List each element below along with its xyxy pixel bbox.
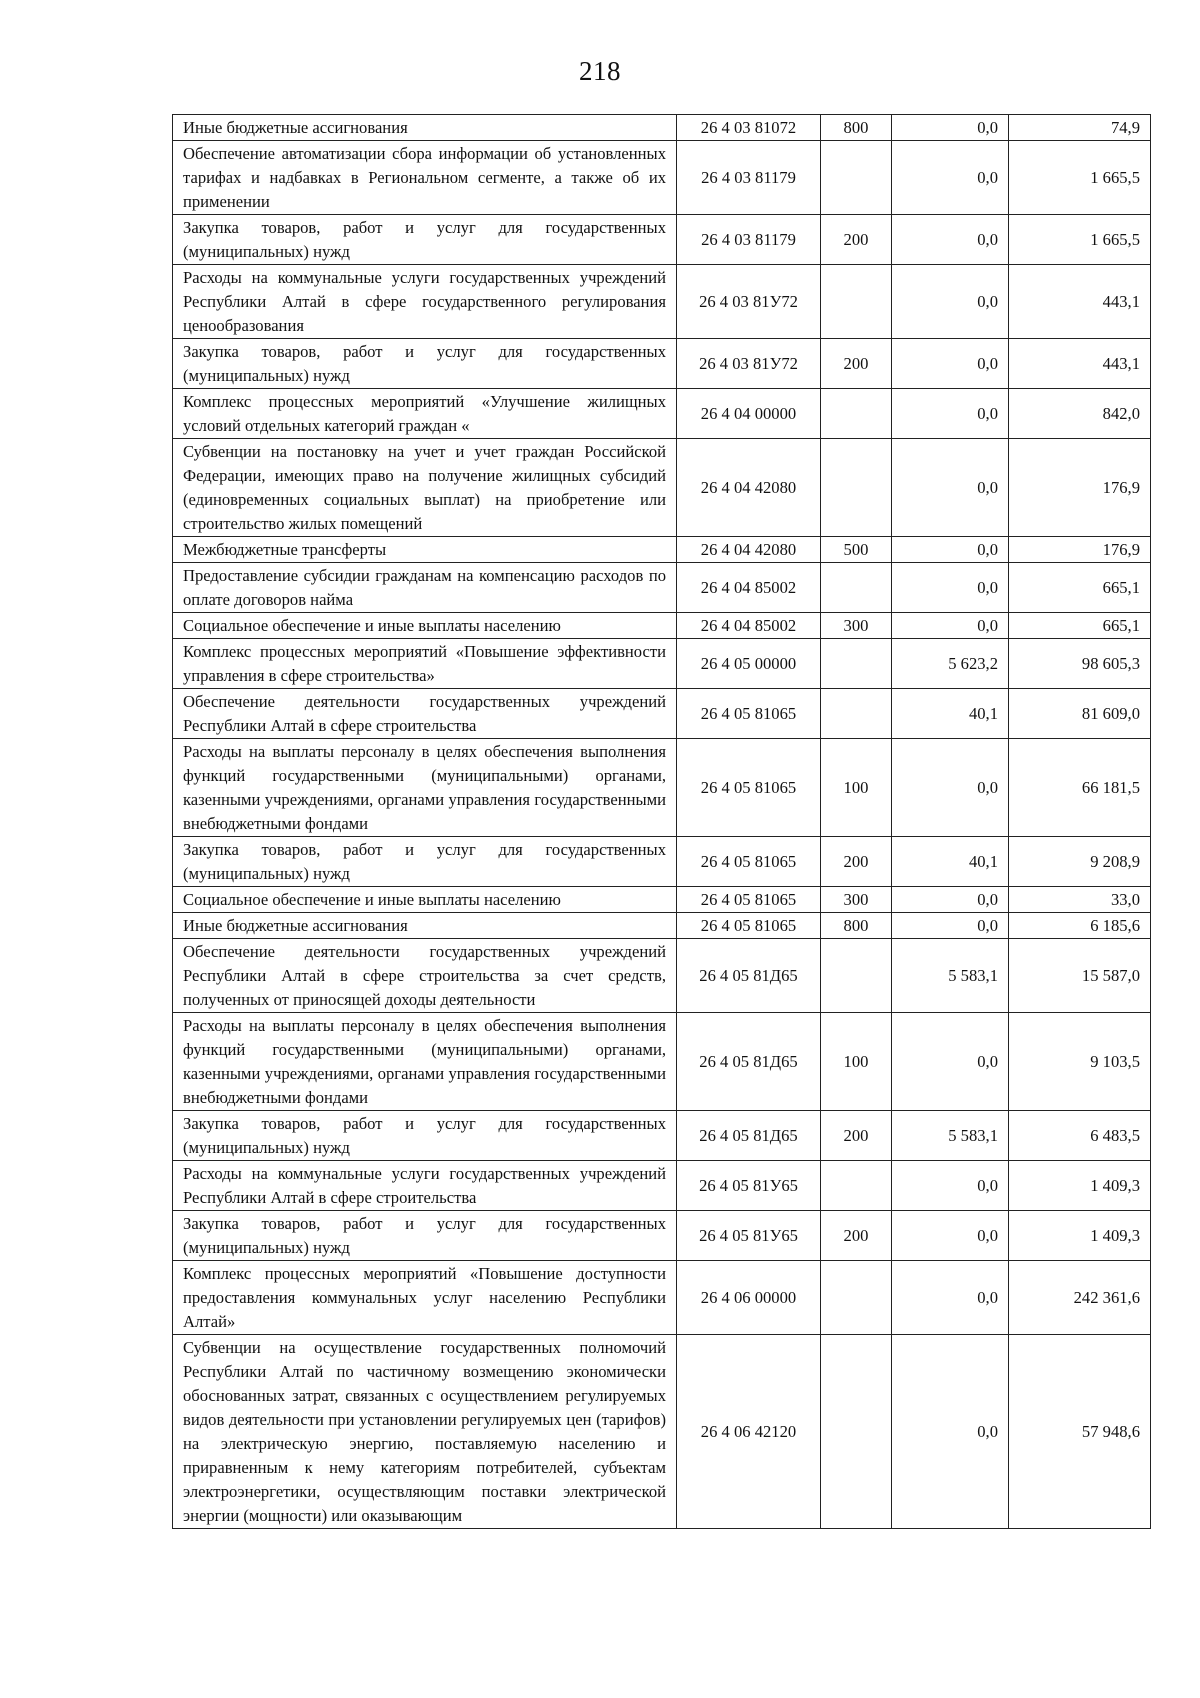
row-value-2-cell: 176,9 [1009, 439, 1151, 537]
row-name-cell: Субвенции на осуществление государственных полномочий Республики Алтай по частичному возмещению экономически обоснованных затрат, связанных с осуществлением регулируемых видов деятельности при установлении регулируемых цен (тарифов) на электрическую энергию, поставляемую населению и приравненным к нему категориям потребителей, субъектам электроэнергетики, осуществляющим поставки электрической энергии (мощности) или оказывающим [173, 1335, 677, 1529]
row-expense-type-cell: 200 [821, 837, 892, 887]
row-code-cell: 26 4 05 81Д65 [677, 1111, 821, 1161]
table-row [173, 1211, 1151, 1261]
budget-table [172, 114, 1151, 1529]
table-row [173, 389, 1151, 439]
row-value-2-cell: 9 208,9 [1009, 837, 1151, 887]
row-value-1-cell: 5 583,1 [892, 1111, 1009, 1161]
row-expense-type-cell: 200 [821, 1111, 892, 1161]
table-row [173, 115, 1151, 141]
page-number: 218 [579, 56, 621, 86]
row-expense-type-cell [821, 265, 892, 339]
row-value-2-cell: 176,9 [1009, 537, 1151, 563]
table-row [173, 339, 1151, 389]
row-value-1-cell: 40,1 [892, 689, 1009, 739]
row-name-cell: Расходы на выплаты персоналу в целях обеспечения выполнения функций государственными (муниципальными) органами, казенными учреждениями, органами управления государственными внебюджетными фондами [173, 1013, 677, 1111]
row-code-cell: 26 4 06 00000 [677, 1261, 821, 1335]
row-name-cell: Расходы на коммунальные услуги государственных учреждений Республики Алтай в сфере строительства [173, 1161, 677, 1211]
row-expense-type-cell [821, 939, 892, 1013]
row-value-1-cell: 40,1 [892, 837, 1009, 887]
table-row [173, 739, 1151, 837]
row-value-2-cell: 9 103,5 [1009, 1013, 1151, 1111]
row-name-cell: Закупка товаров, работ и услуг для государственных (муниципальных) нужд [173, 1111, 677, 1161]
row-expense-type-cell [821, 689, 892, 739]
row-value-2-cell: 1 409,3 [1009, 1161, 1151, 1211]
row-code-cell: 26 4 05 81065 [677, 913, 821, 939]
row-value-1-cell: 0,0 [892, 389, 1009, 439]
table-row [173, 689, 1151, 739]
table-row [173, 887, 1151, 913]
table-row [173, 141, 1151, 215]
row-expense-type-cell [821, 1335, 892, 1529]
row-code-cell: 26 4 03 81У72 [677, 265, 821, 339]
row-expense-type-cell: 800 [821, 115, 892, 141]
row-name-cell: Обеспечение деятельности государственных учреждений Республики Алтай в сфере строительства [173, 689, 677, 739]
row-expense-type-cell: 300 [821, 887, 892, 913]
row-value-1-cell: 0,0 [892, 339, 1009, 389]
row-code-cell: 26 4 04 00000 [677, 389, 821, 439]
row-name-cell: Иные бюджетные ассигнования [173, 913, 677, 939]
row-value-2-cell: 665,1 [1009, 613, 1151, 639]
row-name-cell: Межбюджетные трансферты [173, 537, 677, 563]
row-value-2-cell: 98 605,3 [1009, 639, 1151, 689]
row-expense-type-cell: 800 [821, 913, 892, 939]
row-expense-type-cell [821, 1161, 892, 1211]
row-code-cell: 26 4 03 81179 [677, 215, 821, 265]
row-code-cell: 26 4 04 85002 [677, 563, 821, 613]
row-code-cell: 26 4 03 81072 [677, 115, 821, 141]
table-row [173, 1013, 1151, 1111]
row-expense-type-cell: 100 [821, 739, 892, 837]
row-value-2-cell: 6 483,5 [1009, 1111, 1151, 1161]
row-expense-type-cell: 200 [821, 1211, 892, 1261]
row-name-cell: Социальное обеспечение и иные выплаты населению [173, 613, 677, 639]
row-value-2-cell: 1 665,5 [1009, 141, 1151, 215]
row-value-1-cell: 0,0 [892, 265, 1009, 339]
row-value-1-cell: 0,0 [892, 613, 1009, 639]
row-name-cell: Социальное обеспечение и иные выплаты населению [173, 887, 677, 913]
row-name-cell: Комплекс процессных мероприятий «Повышение эффективности управления в сфере строительства» [173, 639, 677, 689]
row-value-2-cell: 842,0 [1009, 389, 1151, 439]
table-body [173, 115, 1151, 1529]
row-value-1-cell: 0,0 [892, 1013, 1009, 1111]
row-code-cell: 26 4 05 00000 [677, 639, 821, 689]
row-expense-type-cell: 100 [821, 1013, 892, 1111]
row-value-1-cell: 0,0 [892, 913, 1009, 939]
table-row [173, 939, 1151, 1013]
row-value-2-cell: 81 609,0 [1009, 689, 1151, 739]
row-name-cell: Расходы на коммунальные услуги государственных учреждений Республики Алтай в сфере государственного регулирования ценообразования [173, 265, 677, 339]
row-code-cell: 26 4 05 81065 [677, 689, 821, 739]
row-expense-type-cell: 300 [821, 613, 892, 639]
row-expense-type-cell [821, 563, 892, 613]
row-code-cell: 26 4 04 85002 [677, 613, 821, 639]
row-code-cell: 26 4 05 81065 [677, 887, 821, 913]
row-value-2-cell: 33,0 [1009, 887, 1151, 913]
table-row [173, 265, 1151, 339]
row-value-2-cell: 242 361,6 [1009, 1261, 1151, 1335]
row-expense-type-cell [821, 389, 892, 439]
row-value-1-cell: 0,0 [892, 1261, 1009, 1335]
row-name-cell: Закупка товаров, работ и услуг для государственных (муниципальных) нужд [173, 215, 677, 265]
row-value-1-cell: 0,0 [892, 739, 1009, 837]
row-value-2-cell: 74,9 [1009, 115, 1151, 141]
row-value-1-cell: 0,0 [892, 439, 1009, 537]
row-name-cell: Обеспечение автоматизации сбора информации об установленных тарифах и надбавках в Региональном сегменте, а также об их применении [173, 141, 677, 215]
row-value-2-cell: 665,1 [1009, 563, 1151, 613]
row-value-1-cell: 0,0 [892, 115, 1009, 141]
row-value-1-cell: 0,0 [892, 1161, 1009, 1211]
row-code-cell: 26 4 04 42080 [677, 439, 821, 537]
table-row [173, 1111, 1151, 1161]
row-name-cell: Закупка товаров, работ и услуг для государственных (муниципальных) нужд [173, 837, 677, 887]
row-code-cell: 26 4 05 81Д65 [677, 939, 821, 1013]
row-name-cell: Предоставление субсидии гражданам на компенсацию расходов по оплате договоров найма [173, 563, 677, 613]
table-row [173, 537, 1151, 563]
table-row [173, 639, 1151, 689]
row-expense-type-cell [821, 141, 892, 215]
row-code-cell: 26 4 05 81065 [677, 837, 821, 887]
row-expense-type-cell: 200 [821, 215, 892, 265]
row-expense-type-cell: 200 [821, 339, 892, 389]
row-code-cell: 26 4 06 42120 [677, 1335, 821, 1529]
table-row [173, 837, 1151, 887]
table-row [173, 215, 1151, 265]
row-name-cell: Субвенции на постановку на учет и учет граждан Российской Федерации, имеющих право на получение жилищных субсидий (единовременных социальных выплат) на приобретение или строительство жилых помещений [173, 439, 677, 537]
row-value-2-cell: 1 665,5 [1009, 215, 1151, 265]
row-value-1-cell: 0,0 [892, 1211, 1009, 1261]
table-row [173, 1261, 1151, 1335]
row-code-cell: 26 4 05 81У65 [677, 1211, 821, 1261]
table-row [173, 613, 1151, 639]
row-code-cell: 26 4 05 81065 [677, 739, 821, 837]
row-expense-type-cell [821, 1261, 892, 1335]
row-value-2-cell: 15 587,0 [1009, 939, 1151, 1013]
row-name-cell: Комплекс процессных мероприятий «Улучшение жилищных условий отдельных категорий граждан « [173, 389, 677, 439]
row-name-cell: Комплекс процессных мероприятий «Повышение доступности предоставления коммунальных услуг населению Республики Алтай» [173, 1261, 677, 1335]
row-value-2-cell: 443,1 [1009, 339, 1151, 389]
row-code-cell: 26 4 03 81179 [677, 141, 821, 215]
row-value-1-cell: 5 583,1 [892, 939, 1009, 1013]
row-value-1-cell: 0,0 [892, 563, 1009, 613]
row-code-cell: 26 4 05 81Д65 [677, 1013, 821, 1111]
row-value-1-cell: 0,0 [892, 141, 1009, 215]
row-name-cell: Иные бюджетные ассигнования [173, 115, 677, 141]
table-row [173, 1335, 1151, 1529]
row-value-1-cell: 5 623,2 [892, 639, 1009, 689]
row-expense-type-cell [821, 439, 892, 537]
row-value-2-cell: 443,1 [1009, 265, 1151, 339]
table-row [173, 563, 1151, 613]
row-code-cell: 26 4 03 81У72 [677, 339, 821, 389]
table-row [173, 1161, 1151, 1211]
row-name-cell: Обеспечение деятельности государственных учреждений Республики Алтай в сфере строительства за счет средств, полученных от приносящей доходы деятельности [173, 939, 677, 1013]
row-expense-type-cell [821, 639, 892, 689]
row-name-cell: Закупка товаров, работ и услуг для государственных (муниципальных) нужд [173, 339, 677, 389]
row-value-1-cell: 0,0 [892, 887, 1009, 913]
row-value-1-cell: 0,0 [892, 215, 1009, 265]
row-value-2-cell: 1 409,3 [1009, 1211, 1151, 1261]
row-expense-type-cell: 500 [821, 537, 892, 563]
row-value-2-cell: 6 185,6 [1009, 913, 1151, 939]
table-row [173, 913, 1151, 939]
row-value-2-cell: 57 948,6 [1009, 1335, 1151, 1529]
row-code-cell: 26 4 05 81У65 [677, 1161, 821, 1211]
row-value-2-cell: 66 181,5 [1009, 739, 1151, 837]
row-code-cell: 26 4 04 42080 [677, 537, 821, 563]
row-value-1-cell: 0,0 [892, 1335, 1009, 1529]
row-name-cell: Расходы на выплаты персоналу в целях обеспечения выполнения функций государственными (муниципальными) органами, казенными учреждениями, органами управления государственными внебюджетными фондами [173, 739, 677, 837]
row-value-1-cell: 0,0 [892, 537, 1009, 563]
table-row [173, 439, 1151, 537]
row-name-cell: Закупка товаров, работ и услуг для государственных (муниципальных) нужд [173, 1211, 677, 1261]
